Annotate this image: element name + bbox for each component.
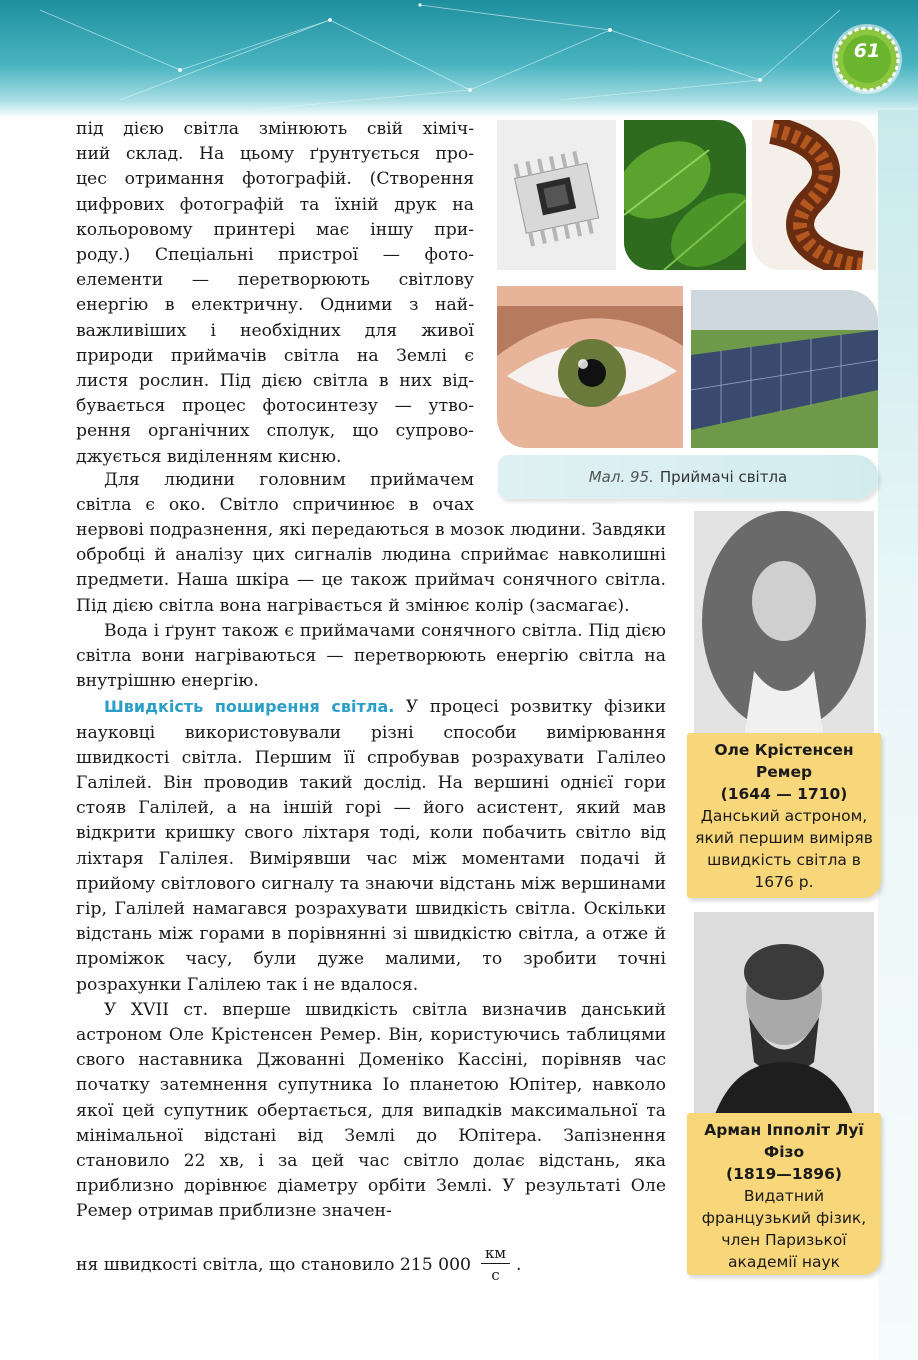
roemer-description: Данський астроном, який першим виміряв швидкість світла в 1676 р. [695, 807, 873, 891]
text-line: бувається процес фотосинтезу — утво- [76, 396, 474, 417]
fizeau-description: Видатний французький фізик, член Паризької академії наук [701, 1187, 867, 1271]
eye-paragraph-continuation: нервові подразнення, які передаються в мозок людини. Завдяки обробці й аналізу цих сигналів людина сприймає навколишні предмети. Наша шкіра — це також приймач сонячного світла. Під дією світла вона нагрівається й змінює колір (засмагає). [76, 520, 666, 616]
eye-image [497, 286, 683, 448]
text-line: кольоровому принтері має іншу при- [76, 219, 474, 240]
photocell-image [497, 120, 616, 270]
water-soil-paragraph: Вода і ґрунт також є приймачами сонячного світла. Під дією світла вони нагріваються — перетворюють енергію світла на внутрішню енергію. [76, 620, 666, 692]
constellation-decoration [0, 0, 918, 118]
eye-paragraph-start [76, 468, 474, 518]
text-line: важливіших і необхідних для живої [76, 320, 474, 341]
text-line: джується виділенням кисню. [76, 446, 342, 467]
end-dot: . [516, 1254, 522, 1275]
leaf-image [624, 120, 746, 270]
speed-value-line [76, 1243, 521, 1286]
text-line: природи приймачів світла на Землі є [76, 345, 474, 366]
text-line: елементи — перетворюють світлову [76, 270, 474, 291]
fizeau-years: (1819—1896) [726, 1165, 842, 1183]
roemer-bio-card [687, 733, 881, 898]
fizeau-name: Арман Іпполіт Луї Фізо [704, 1121, 864, 1161]
header-band [0, 0, 918, 118]
main-text-column [76, 518, 666, 1225]
text-line: роду.) Спеціальні пристрої — фото- [76, 245, 474, 266]
text-line: світла є око. Світло спричинює в очах [76, 495, 474, 516]
film-strip-image [752, 120, 876, 270]
speed-paragraph [76, 694, 666, 997]
text-line: цифрових фотографій та їхній друк на [76, 194, 474, 215]
figure-caption-text: Приймачі світла [659, 468, 788, 486]
roemer-paragraph: У XVII ст. вперше швидкість світла визначив данський астроном Оле Крістенсен Ремер. Він, користуючись таблицями свого наставника Джованні Доменіко Кассіні, порівняв час початку затемнення супутника Іо планетою Юпітер, навколо якої цей супутник обертається, для випадків максимальної та мінімальної відстані від Землі до Юпітера. Запізнення становило 22 хв, і за цей час світло долає відстань, яка приблизно дорівнює діаметру орбіти Землі. У результаті Оле Ремер отримав приблизне значен- [76, 999, 666, 1222]
unit-denominator: с [491, 1266, 500, 1284]
speed-text: У процесі розвитку фізики науковці використовували різні способи вимірювання швидкості світла. Першим її спробував розрахувати Галілео Галілей. Він проводив такий дослід. На вершині однієї гори стояв Галілей, а на іншій горі — його асистент, який мав відкрити кришку свого ліхтаря тоді, коли побачить світло від ліхтаря Галілея. Вимірявши час між моментами подачі й прийому світлового сигналу та знаючи відстань між вершинами гір, Галілей намагався розрахувати швидкість світла. Оскільки відстань між горами в порівнянні зі швидкістю світла, а отже й проміжок часу, були дуже малими, то зробити точні розрахунки Галілею так і не вдалося. [76, 697, 666, 995]
solar-panels-image [691, 290, 878, 448]
roemer-portrait [694, 511, 874, 739]
roemer-years: (1644 — 1710) [720, 785, 848, 803]
page-number: 61 [853, 40, 881, 62]
text-line: листя рослин. Під дією світла в них від- [76, 371, 474, 392]
roemer-name: Оле Крістенсен Ремер [714, 741, 854, 781]
unit-numerator: км [481, 1243, 510, 1264]
text-line: енергію в електричну. Одними з най- [76, 295, 474, 316]
right-margin-strip [878, 110, 918, 1360]
text-line: під дією світла змінюють свій хіміч- [76, 119, 474, 139]
fizeau-portrait [694, 912, 874, 1117]
text-line: рення органічних сполук, що супрово- [76, 421, 474, 442]
fizeau-bio-card [687, 1113, 881, 1275]
speed-heading: Швидкість поширення світла. [104, 697, 395, 717]
text-line: ний склад. На цьому ґрунтується про- [76, 144, 474, 165]
top-paragraph [76, 117, 474, 470]
unit-fraction [481, 1243, 510, 1286]
figure-caption [498, 455, 878, 499]
text-line: Для людини головним приймачем [104, 470, 474, 490]
speed-value-text: ня швидкості світла, що становило 215 000 [76, 1254, 471, 1275]
figure-number: Мал. 95. [588, 468, 654, 486]
text-line: цес отримання фотографій. (Створення [76, 169, 474, 190]
